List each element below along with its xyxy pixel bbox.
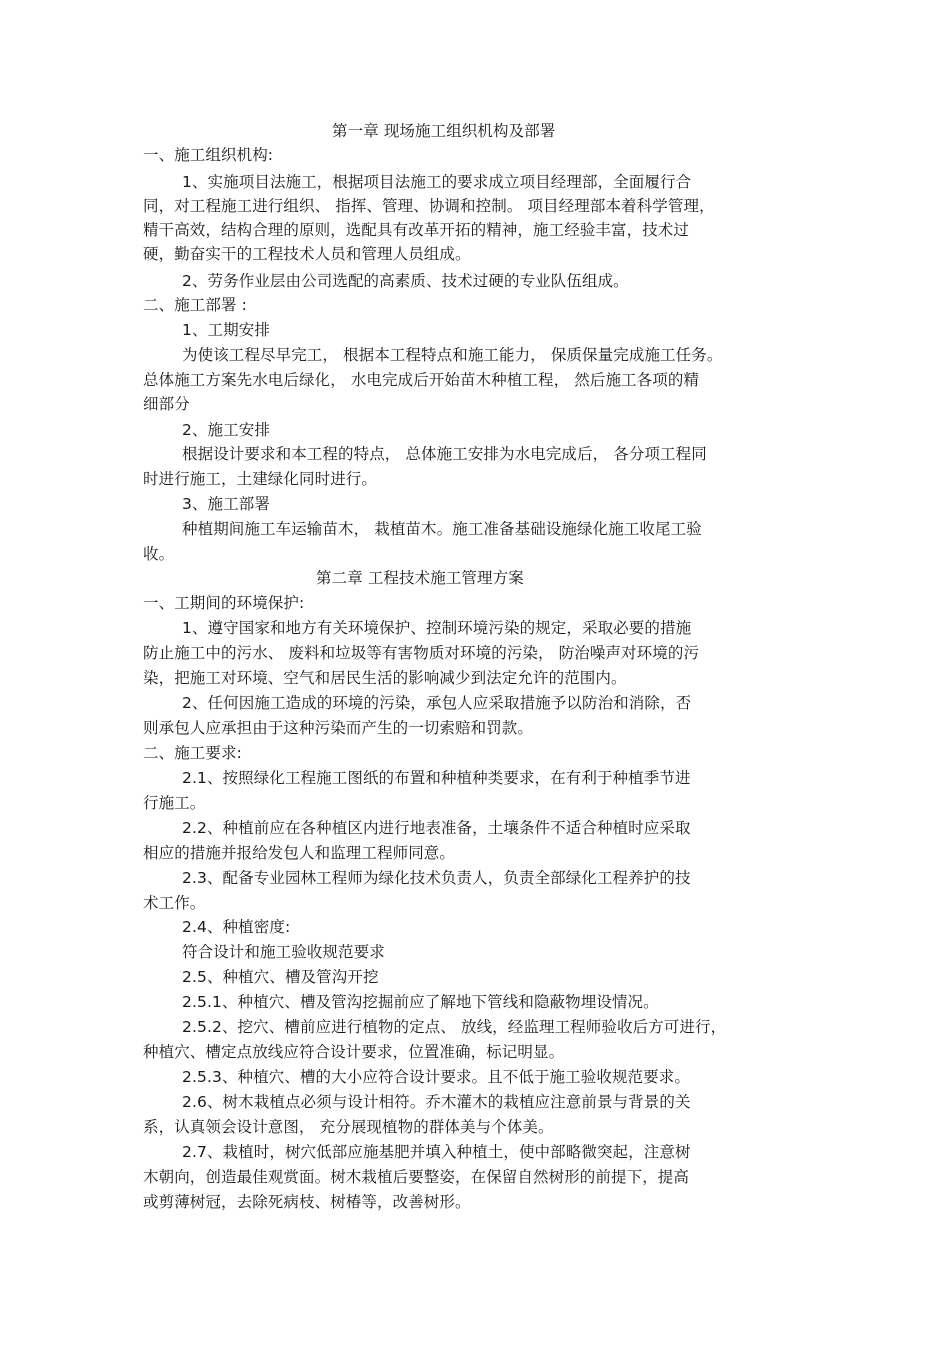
paragraph-line: 2.5.3、种植穴、槽的大小应符合设计要求。且不低于施工验收规范要求。: [182, 1068, 690, 1086]
paragraph-line: 硬，勤奋实干的工程技术人员和管理人员组成。: [143, 245, 471, 263]
paragraph-line: 精干高效，结构合理的原则，选配具有改革开拓的精神，施工经验丰富，技术过: [143, 221, 690, 239]
paragraph-line: 根据设计要求和本工程的特点， 总体施工安排为水电完成后， 各分项工程同: [182, 445, 707, 463]
paragraph-line: 2.5.1、种植穴、槽及管沟挖掘前应了解地下管线和隐蔽物埋设情况。: [182, 993, 659, 1011]
paragraph-line: 收。: [143, 545, 175, 563]
paragraph-line: 时进行施工，土建绿化同时进行。: [143, 470, 378, 488]
paragraph-line: 2.7、栽植时，树穴低部应施基肥并填入种植土，使中部略微突起，注意树: [182, 1143, 691, 1161]
paragraph-line: 2、任何因施工造成的环境的污染，承包人应采取措施予以防治和消除，否: [182, 694, 692, 712]
paragraph-line: 染，把施工对环境、空气和居民生活的影响减少到法定允许的范围内。: [143, 669, 627, 687]
item-label: 2、施工安排: [182, 421, 270, 439]
item-label: 3、施工部署: [182, 495, 270, 513]
paragraph-line: 2.2、种植前应在各种植区内进行地表准备，土壤条件不适合种植时应采取: [182, 819, 691, 837]
chapter2-section1-heading: 一、工期间的环境保护:: [143, 594, 305, 612]
paragraph-line: 2.1、按照绿化工程施工图纸的布置和种植种类要求，在有利于种植季节进: [182, 769, 691, 787]
paragraph-line: 2、劳务作业层由公司选配的高素质、技术过硬的专业队伍组成。: [182, 272, 629, 290]
paragraph-line: 种植期间施工车运输苗木， 栽植苗木。施工准备基础设施绿化施工收尾工验: [182, 520, 702, 538]
paragraph-line: 为使该工程尽早完工， 根据本工程特点和施工能力， 保质保量完成施工任务。: [182, 346, 723, 364]
paragraph-line: 种植穴、槽定点放线应符合设计要求，位置准确，标记明显。: [143, 1043, 565, 1061]
item-label: 1、工期安排: [182, 321, 270, 339]
paragraph-line: 2.3、配备专业园林工程师为绿化技术负责人，负责全部绿化工程养护的技: [182, 869, 691, 887]
paragraph-line: 1、遵守国家和地方有关环境保护、控制环境污染的规定，采取必要的措施: [182, 619, 692, 637]
paragraph-line: 细部分: [143, 395, 190, 413]
paragraph-line: 术工作。: [143, 894, 206, 912]
paragraph-line: 相应的措施并报给发包人和监理工程师同意。: [143, 844, 456, 862]
chapter1-title: 第一章 现场施工组织机构及部署: [332, 122, 556, 140]
paragraph-line: 系，认真领会设计意图， 充分展现植物的群体美与个体美。: [143, 1118, 554, 1136]
paragraph-line: 符合设计和施工验收规范要求: [182, 943, 385, 961]
paragraph-line: 2.6、树木栽植点必须与设计相符。乔木灌木的栽植应注意前景与背景的关: [182, 1093, 691, 1111]
chapter1-section2-heading: 二、施工部署 :: [143, 296, 247, 314]
paragraph-line: 防止施工中的污水、 废料和垃圾等有害物质对环境的污染， 防治噪声对环境的污: [143, 644, 700, 662]
chapter1-section1-heading: 一、施工组织机构:: [143, 146, 274, 164]
paragraph-line: 2.5.2、挖穴、槽前应进行植物的定点、 放线，经监理工程师验收后方可进行，: [182, 1018, 727, 1036]
paragraph-line: 行施工。: [143, 794, 206, 812]
paragraph-line: 或剪薄树冠，去除死病枝、树椿等，改善树形。: [143, 1193, 471, 1211]
paragraph-line: 则承包人应承担由于这种污染而产生的一切索赔和罚款。: [143, 719, 534, 737]
paragraph-line: 总体施工方案先水电后绿化， 水电完成后开始苗木种植工程， 然后施工各项的精: [143, 371, 700, 389]
paragraph-line: 木朝向，创造最佳观赏面。树木栽植后要整姿，在保留自然树形的前提下，提高: [143, 1168, 690, 1186]
paragraph-line: 同，对工程施工进行组织、 指挥、管理、协调和控制。 项目经理部本着科学管理，: [143, 197, 715, 215]
paragraph-line: 2.5、种植穴、槽及管沟开挖: [182, 968, 379, 986]
paragraph-line: 2.4、种植密度:: [182, 918, 291, 936]
paragraph-line: 1、实施项目法施工，根据项目法施工的要求成立项目经理部，全面履行合: [182, 173, 692, 191]
chapter2-section2-heading: 二、施工要求:: [143, 744, 242, 762]
chapter2-title: 第二章 工程技术施工管理方案: [316, 569, 524, 587]
